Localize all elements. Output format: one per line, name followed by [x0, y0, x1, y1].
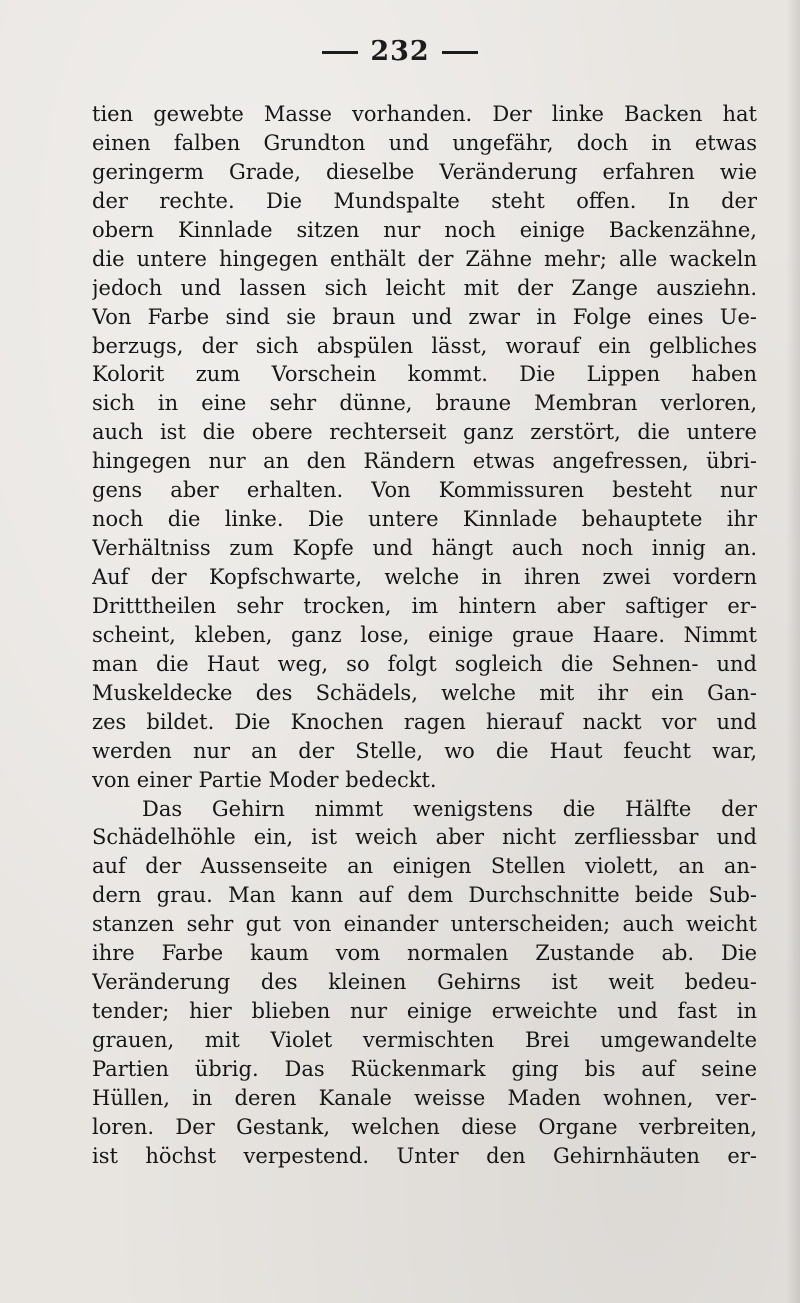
text-line: von einer Partie Moder bedeckt.: [92, 767, 437, 792]
text-line: noch die linke. Die untere Kinnlade behauptete ihr: [92, 507, 757, 532]
text-line: ist höchst verpestend. Unter den Gehirnhäuten er-: [92, 1143, 757, 1168]
text-line: Verhältniss zum Kopfe und hängt auch noch innig an.: [92, 536, 757, 561]
text-line: der rechte. Die Mundspalte steht offen. In der: [92, 188, 757, 213]
text-line: Dritttheilen sehr trocken, im hintern aber saftiger er-: [92, 593, 757, 618]
text-line: scheint, kleben, ganz lose, einige graue Haare. Nimmt: [92, 622, 757, 647]
text-line: Veränderung des kleinen Gehirns ist weit bedeu-: [92, 970, 757, 995]
text-line: obern Kinnlade sitzen nur noch einige Backenzähne,: [92, 217, 757, 242]
text-line: Auf der Kopfschwarte, welche in ihren zwei vordern: [92, 565, 757, 589]
text-line: ihre Farbe kaum vom normalen Zustande ab. Die: [92, 941, 757, 966]
text-line: geringerm Grade, dieselbe Veränderung erfahren wie: [92, 159, 757, 184]
text-line: Das Gehirn nimmt wenigstens die Hälfte der: [142, 796, 757, 821]
text-line: berzugs, der sich abspülen lässt, worauf ein gelbliches: [92, 333, 757, 358]
text-line: zes bildet. Die Knochen ragen hierauf nackt vor und: [92, 709, 757, 734]
paragraph-1: [92, 100, 757, 795]
text-line: man die Haut weg, so folgt sogleich die Sehnen- und: [92, 651, 757, 676]
text-line: gens aber erhalten. Von Kommissuren besteht nur: [92, 478, 757, 503]
text-line: Muskeldecke des Schädels, welche mit ihr ein Gan-: [92, 680, 757, 705]
page-header: [0, 36, 800, 67]
text-line: die untere hingegen enthält der Zähne mehr; alle wackeln: [92, 246, 757, 271]
text-line: Von Farbe sind sie braun und zwar in Folge eines Ue-: [92, 304, 757, 329]
text-line: sich in eine sehr dünne, braune Membran verloren,: [92, 391, 757, 416]
text-line: auch ist die obere rechterseit ganz zerstört, die untere: [92, 420, 757, 445]
text-line: tender; hier blieben nur einige erweichte und fast in: [92, 999, 757, 1024]
text-line: hingegen nur an den Rändern etwas angefressen, übri-: [92, 449, 757, 474]
header-dash-right: [442, 51, 478, 54]
text-line: loren. Der Gestank, welchen diese Organe verbreiten,: [92, 1114, 757, 1139]
body-text: [92, 100, 757, 1171]
text-line: grauen, mit Violet vermischten Brei umgewandelte: [92, 1028, 757, 1052]
text-line: werden nur an der Stelle, wo die Haut feucht war,: [92, 738, 757, 763]
text-line: dern grau. Man kann auf dem Durchschnitte beide Sub-: [92, 883, 757, 908]
text-line: Partien übrig. Das Rückenmark ging bis auf seine: [92, 1056, 757, 1081]
text-line: tien gewebte Masse vorhanden. Der linke Backen hat: [92, 102, 757, 126]
header-dash-left: [322, 51, 358, 54]
text-line: jedoch und lassen sich leicht mit der Zange ausziehn.: [92, 275, 757, 300]
text-line: Hüllen, in deren Kanale weisse Maden wohnen, ver-: [92, 1085, 757, 1110]
text-line: auf der Aussenseite an einigen Stellen violett, an an-: [92, 854, 757, 879]
text-line: Schädelhöhle ein, ist weich aber nicht zerfliessbar und: [92, 825, 757, 850]
page-number: 232: [370, 36, 430, 67]
text-line: einen falben Grundton und ungefähr, doch in etwas: [92, 130, 757, 155]
text-line: stanzen sehr gut von einander unterscheiden; auch weicht: [92, 912, 757, 937]
text-line: Kolorit zum Vorschein kommt. Die Lippen haben: [92, 362, 757, 387]
paragraph-2: [92, 795, 757, 1171]
